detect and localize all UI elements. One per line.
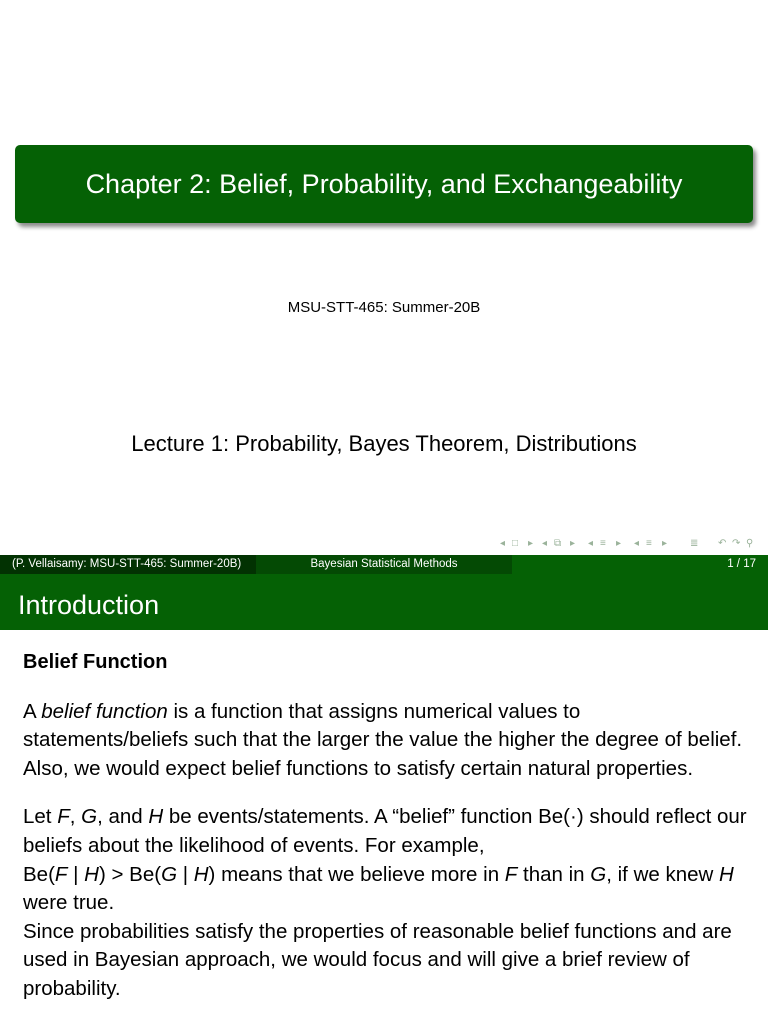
frame-icon[interactable]: □ (512, 538, 519, 549)
arrow-right-icon[interactable]: ▸ (616, 538, 622, 549)
back-icon[interactable]: ↶ (718, 538, 727, 549)
page-number: 1 / 17 (727, 558, 756, 570)
text: | (67, 862, 85, 886)
text: , and (97, 805, 149, 829)
math-var: G (81, 805, 98, 829)
lecture-subtitle: Lecture 1: Probability, Bayes Theorem, Distributions (131, 431, 637, 456)
frame-title-bar (0, 574, 768, 630)
math-var: F (57, 805, 70, 829)
slide-title: Chapter 2: Belief, Probability, and Exchangeability (85, 168, 683, 199)
text: , if we knew (606, 862, 720, 886)
math-var: H (148, 805, 164, 829)
text: , (69, 805, 82, 829)
math-var: G (590, 862, 607, 886)
footer-author (0, 555, 256, 574)
section-icon[interactable]: ≡ (600, 538, 606, 549)
arrow-left-icon[interactable]: ◂ (542, 538, 548, 549)
course-subtitle: MSU-STT-465: Summer-20B (287, 299, 481, 316)
block-heading: Belief Function (23, 651, 168, 673)
text: is a function that assigns numerical values to statements/beliefs such that the larger the value the higher the degree of belief. Also, we would expect belief functions to satisfy certain natural properties. (23, 699, 743, 780)
math-var: F (504, 862, 518, 886)
slide-footer (0, 555, 768, 574)
arrow-left-icon[interactable]: ◂ (588, 538, 594, 549)
math-var: H (719, 862, 734, 886)
text: than in (517, 862, 591, 886)
align-icon[interactable]: ≣ (690, 538, 699, 549)
arrow-right-icon[interactable]: ▸ (570, 538, 576, 549)
subsection-icon[interactable]: ⧉ (554, 538, 562, 549)
text: | (177, 862, 194, 886)
text: ) > Be( (98, 862, 162, 886)
footer-title: Bayesian Statistical Methods (256, 555, 512, 574)
math-var: F (54, 862, 68, 886)
footer-page (512, 555, 768, 574)
math-var: H (84, 862, 99, 886)
text: Let (23, 805, 58, 829)
text: were true. (23, 891, 115, 915)
frame-title: Introduction (18, 590, 160, 620)
emph-term: belief function (41, 699, 168, 723)
section-icon[interactable]: ≡ (646, 538, 652, 549)
paragraph-conclusion: Since probabilities satisfy the properties of reasonable belief functions and are used in Bayesian approach, we would focus and will give a brief review of probability. (23, 919, 732, 1000)
arrow-right-icon[interactable]: ▸ (662, 538, 668, 549)
text: ) means that we believe more in (208, 862, 505, 886)
beamer-nav-bar (498, 535, 768, 553)
paragraph-example (23, 803, 751, 917)
math-var: G (161, 862, 178, 886)
arrow-left-icon[interactable]: ◂ (634, 538, 640, 549)
text: A (23, 699, 42, 723)
search-icon[interactable]: ↷ (732, 538, 741, 549)
text: be events/statements. A “belief” function Be(·) should reflect our beliefs about the likelihood of events. For example, (23, 805, 747, 857)
slide-content (23, 648, 751, 1004)
paragraph-definition (23, 698, 751, 784)
title-block (15, 145, 753, 223)
search-icon[interactable]: ⚲ (746, 538, 754, 549)
text: Be( (23, 862, 55, 886)
math-var: H (193, 862, 209, 886)
arrow-left-icon[interactable]: ◂ (500, 538, 506, 549)
footer-author-text: (P. Vellaisamy: MSU-STT-465: Summer-20B) (12, 558, 242, 570)
arrow-right-icon[interactable]: ▸ (528, 538, 534, 549)
